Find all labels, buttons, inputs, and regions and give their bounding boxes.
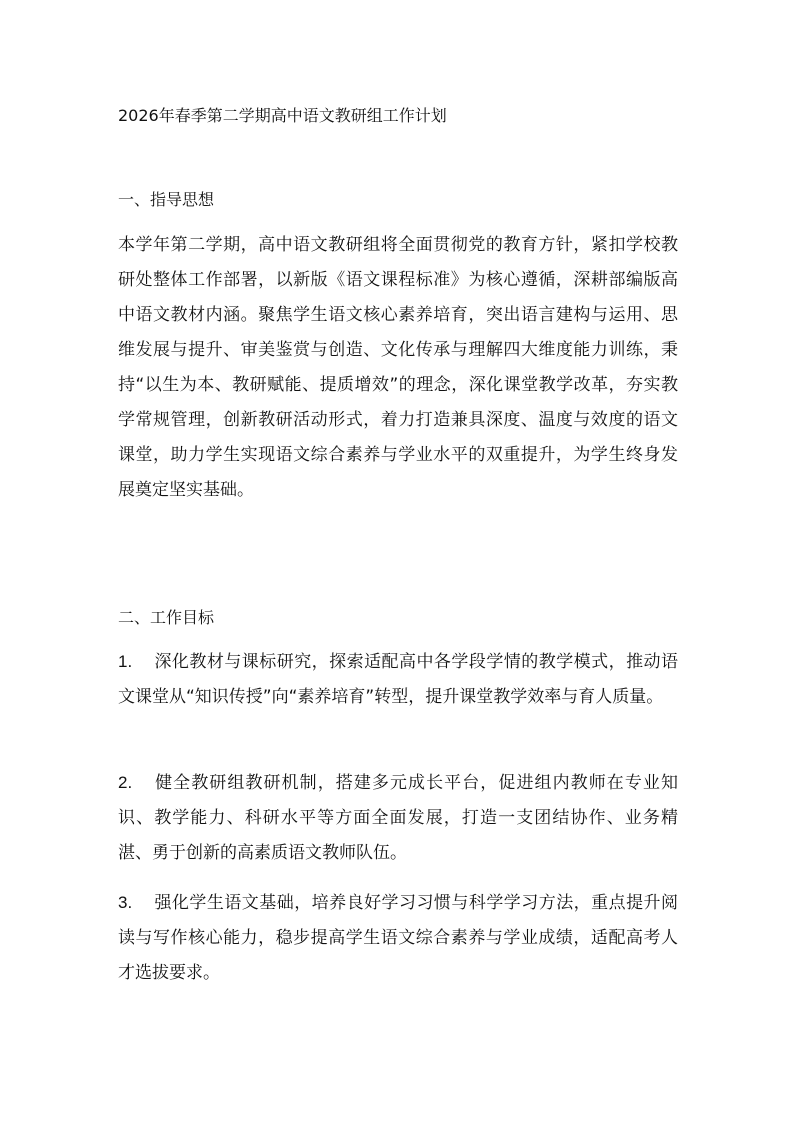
goal-item: [118, 885, 678, 991]
guiding-ideology-paragraph: 本学年第二学期，高中语文教研组将全面贯彻党的教育方针，紧扣学校教研处整体工作部署，以新版《语文课程标准》为核心遵循，深耕部编版高中语文教材内涵。聚焦学生语文核心素养培育，突出语言建构与运用、思维发展与提升、审美鉴赏与创造、文化传承与理解四大维度能力训练，秉持“以生为本、教研赋能、提质增效”的理念，深化课堂教学改革，夯实教学常规管理，创新教研活动形式，着力打造兼具深度、温度与效度的语文课堂，助力学生实现语文综合素养与学业水平的双重提升，为学生终身发展奠定坚实基础。: [118, 235, 678, 500]
section-heading-guiding-ideology: 一、指导思想: [118, 190, 215, 209]
goal-item-number: 1.: [118, 652, 133, 671]
section-heading-work-goals: 二、工作目标: [118, 608, 215, 627]
document-title: 2026年春季第二学期高中语文教研组工作计划: [118, 106, 447, 125]
goal-item-number: 3.: [118, 893, 133, 912]
goal-item-text: 强化学生语文基础，培养良好学习习惯与科学学习方法，重点提升阅读与写作核心能力，稳步提高学生语文综合素养与学业成绩，适配高考人才选拔要求。: [118, 893, 678, 983]
goal-item: [118, 765, 678, 871]
goal-item-text: 深化教材与课标研究，探索适配高中各学段学情的教学模式，推动语文课堂从“知识传授”向“素养培育”转型，提升课堂教学效率与育人质量。: [118, 652, 678, 707]
goal-item: [118, 644, 678, 715]
goal-item-number: 2.: [118, 773, 133, 792]
goal-item-text: 健全教研组教研机制，搭建多元成长平台，促进组内教师在专业知识、教学能力、科研水平等方面全面发展，打造一支团结协作、业务精湛、勇于创新的高素质语文教师队伍。: [118, 773, 678, 863]
